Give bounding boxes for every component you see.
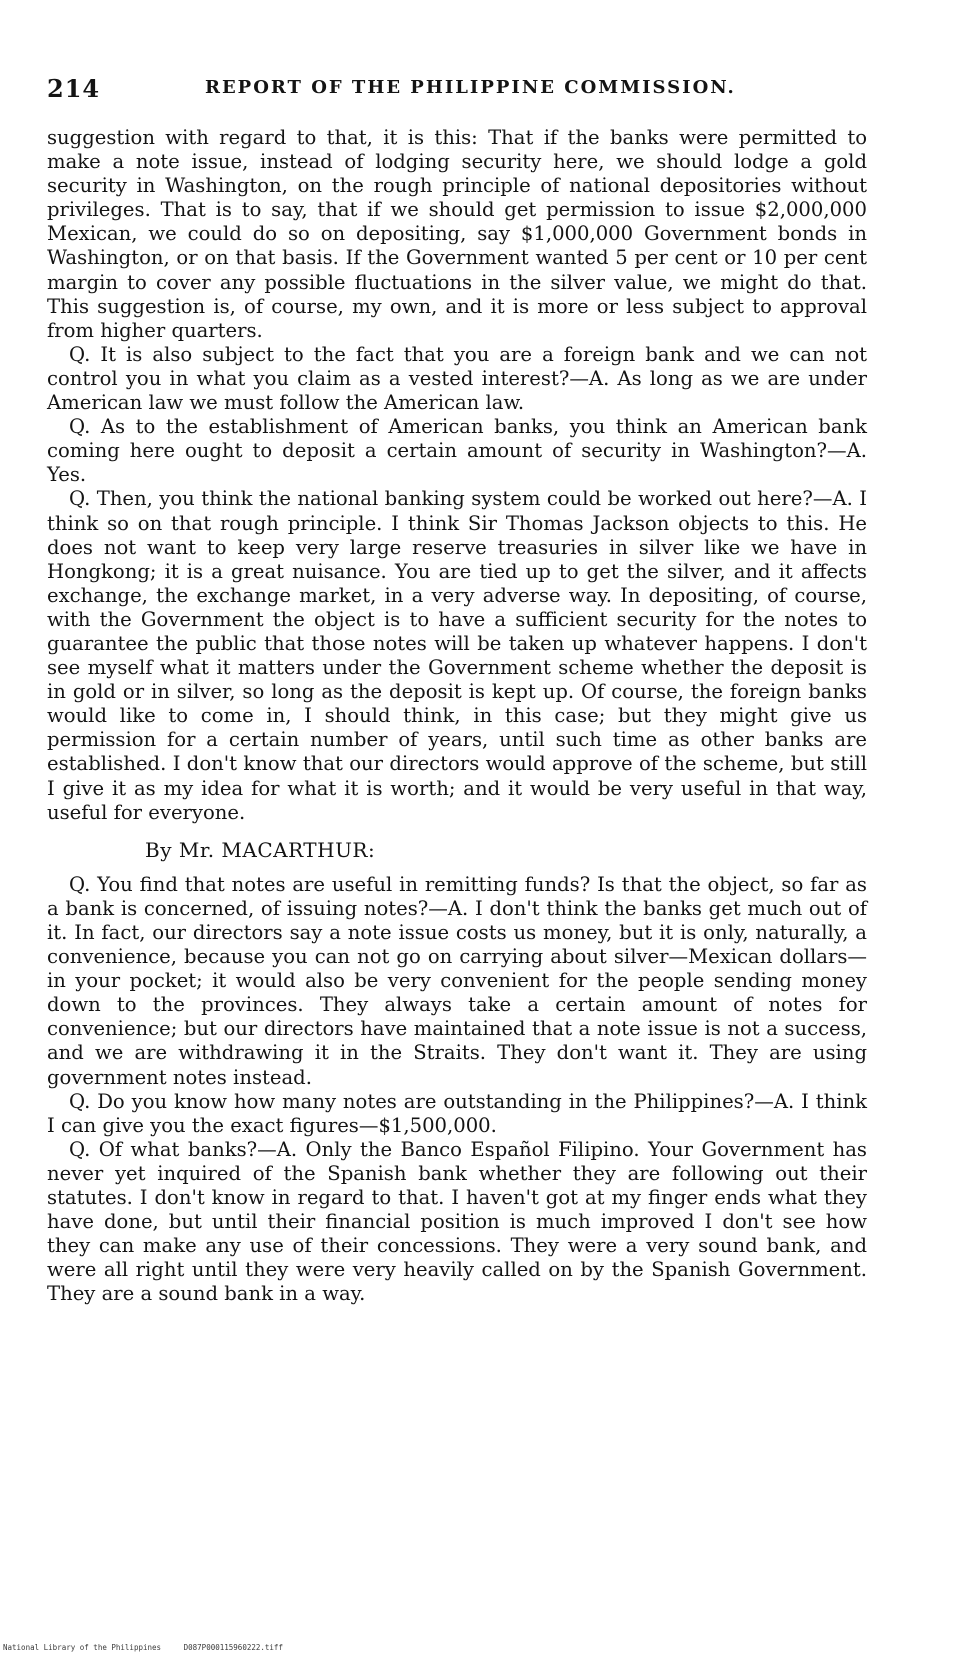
paragraph: Q. Then, you think the national banking system could be worked out here?—A. I think so on that rough principle. I think Sir Thomas Jackson objects to this. He does not want to keep very large reserve treasuries in silver like we have in Hongkong; it is a great nuisance. You are tied up to get the silver, and it affects exchange, the exchange market, in a very adverse way. In depositing, of course, with the Government the object is to have a sufficient security for the notes to guarantee the public that those notes will be taken up whatever happens. I don't see myself what it matters under the Government scheme whether the deposit is in gold or in silver, so long as the deposit is kept up. Of course, the foreign banks would like to come in, I should think, in this case; but they might give us permission for a certain number of years, until such time as other banks are established. I don't know that our directors would approve of the scheme, but still I give it as my idea for what it is worth; and it would be very useful in that way, useful for everyone. xyxy=(47,487,867,824)
body-text xyxy=(47,126,867,1307)
page-number: 214 xyxy=(47,74,101,103)
paragraph: suggestion with regard to that, it is this: That if the banks were permitted to make a note issue, instead of lodging security here, we should lodge a gold security in Washington, on the rough principle of national depositories without privileges. That is to say, that if we should get permission to issue $2,000,000 Mexican, we could do so on depositing, say $1,000,000 Government bonds in Washington, or on that basis. If the Government wanted 5 per cent or 10 per cent margin to cover any possible fluctuations in the silver value, we might do that. This suggestion is, of course, my own, and it is more or less subject to approval from higher quarters. xyxy=(47,126,867,342)
paragraph: Q. You find that notes are useful in remitting funds? Is that the object, so far as a bank is concerned, of issuing notes?—A. I don't think the banks get much out of it. In fact, our directors say a note issue costs us money, but it is only, naturally, a convenience, because you can not go on carrying about silver—Mexican dollars—in your pocket; it would also be very convenient for the people sending money down to the provinces. They always take a certain amount of notes for convenience; but our directors have maintained that a note issue is not a success, and we are withdrawing it in the Straits. They don't want it. They are using government notes instead. xyxy=(47,872,867,1089)
speaker-prefix: By Mr. M xyxy=(145,837,243,862)
running-head: REPORT OF THE PHILIPPINE COMMISSION. xyxy=(205,77,736,98)
speaker-suffix: : xyxy=(367,837,376,862)
speaker-name: ACARTHUR xyxy=(242,837,368,862)
paragraph: Q. It is also subject to the fact that you are a foreign bank and we can not control you in what you claim as a vested interest?—A. As long as we are under American law we must follow the American law. xyxy=(47,342,867,415)
paragraph: Q. Of what banks?—A. Only the Banco Español Filipino. Your Government has never yet inquired of the Spanish bank whether they are following out their statutes. I don't know in regard to that. I haven't got at my finger ends what they have done, but until their financial position is much improved I don't see how they can make any use of their concessions. They were a very sound bank, and were all right until they were very heavily called on by the Spanish Government. They are a sound bank in a way. xyxy=(47,1137,867,1306)
paragraph: Q. Do you know how many notes are outstanding in the Philippines?—A. I think I can give you the exact figures—$1,500,000. xyxy=(47,1089,867,1137)
speaker-heading xyxy=(145,838,867,862)
page-header xyxy=(47,74,887,110)
scan-footer: National Library of the Philippines D087P000115960222.tiff xyxy=(3,1643,283,1652)
paragraph: Q. As to the establishment of American banks, you think an American bank coming here ought to deposit a certain amount of security in Washington?—A. Yes. xyxy=(47,415,867,487)
